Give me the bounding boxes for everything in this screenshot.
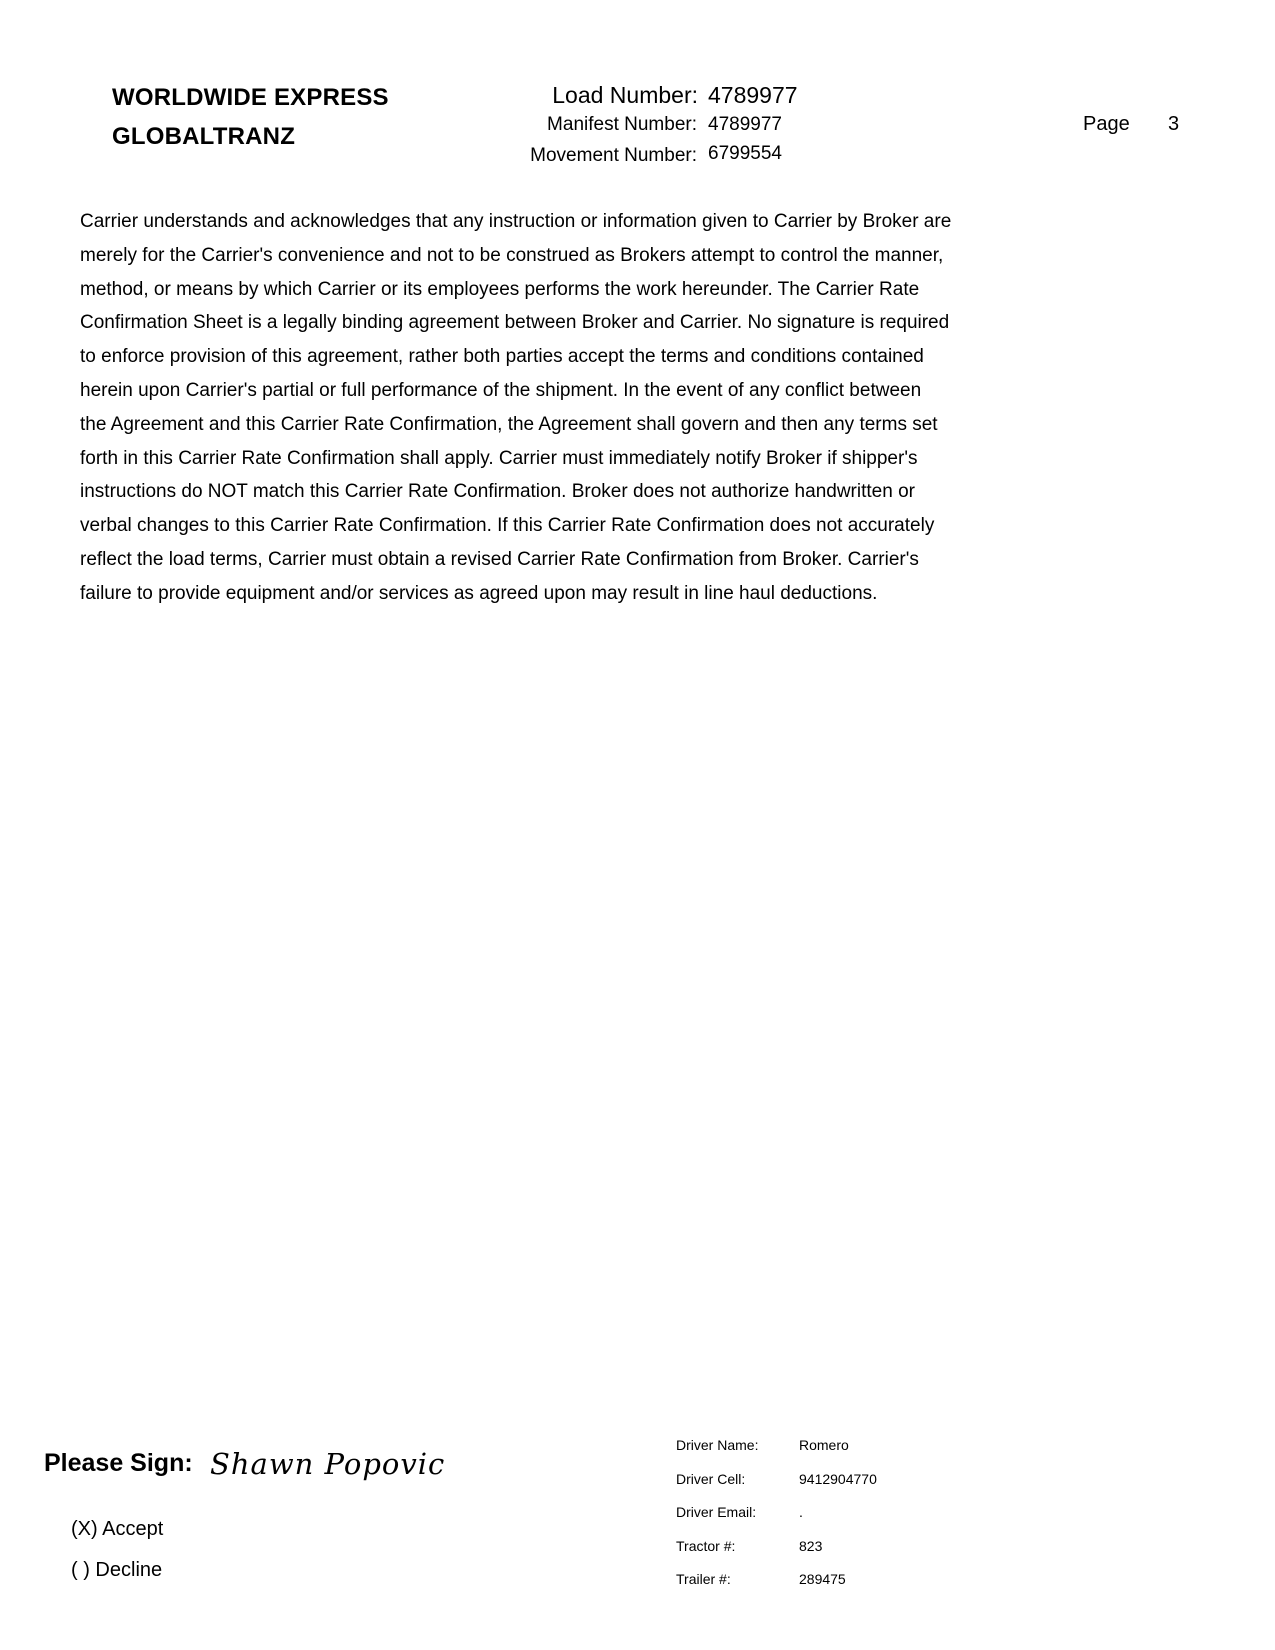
terms-line: verbal changes to this Carrier Rate Confirmation. If this Carrier Rate Confirmation does not accurately: [80, 515, 935, 537]
load-number-value: 4789977: [708, 82, 798, 108]
movement-number-label: Movement Number:: [530, 145, 697, 166]
driver-name-value: Romero: [799, 1437, 849, 1453]
accept-option[interactable]: (X) Accept: [71, 1518, 164, 1540]
terms-line: the Agreement and this Carrier Rate Confirmation, the Agreement shall govern and then any terms set: [80, 413, 938, 435]
terms-line: Carrier understands and acknowledges that any instruction or information given to Carrier by Broker are: [80, 211, 952, 232]
terms-paragraph: [80, 205, 1190, 611]
terms-line: herein upon Carrier's partial or full performance of the shipment. In the event of any conflict between: [80, 379, 922, 401]
page-label: Page: [1083, 113, 1130, 135]
terms-line: merely for the Carrier's convenience and not to be construed as Brokers attempt to control the manner,: [80, 244, 944, 266]
page-number: 3: [1168, 113, 1180, 135]
terms-line: Confirmation Sheet is a legally binding agreement between Broker and Carrier. No signature is required: [80, 312, 950, 334]
manifest-number-value: 4789977: [708, 114, 782, 135]
terms-line: failure to provide equipment and/or services as agreed upon may result in line haul deductions.: [80, 582, 878, 604]
please-sign-label: Please Sign:: [44, 1449, 193, 1477]
decline-option[interactable]: ( ) Decline: [71, 1559, 163, 1581]
driver-name-label: Driver Name:: [676, 1437, 759, 1453]
load-number-label: Load Number:: [552, 82, 698, 108]
tractor-label: Tractor #:: [676, 1538, 736, 1554]
trailer-label: Trailer #:: [676, 1571, 731, 1587]
terms-line: instructions do NOT match this Carrier Rate Confirmation. Broker does not authorize handwritten or: [80, 481, 915, 503]
trailer-value: 289475: [799, 1571, 846, 1587]
company-name-line2: GLOBALTRANZ: [112, 123, 296, 150]
driver-email-value: .: [799, 1504, 803, 1520]
terms-line: reflect the load terms, Carrier must obtain a revised Carrier Rate Confirmation from Broker. Carrier's: [80, 548, 919, 570]
movement-number-value: 6799554: [708, 143, 782, 164]
company-name-line1: WORLDWIDE EXPRESS: [112, 84, 389, 111]
signature-name: Shawn Popovic: [210, 1447, 446, 1481]
terms-line: to enforce provision of this agreement, rather both parties accept the terms and conditions contained: [80, 346, 924, 368]
terms-line: forth in this Carrier Rate Confirmation shall apply. Carrier must immediately notify Broker if shipper's: [80, 447, 918, 469]
driver-cell-value: 9412904770: [799, 1471, 877, 1487]
tractor-value: 823: [799, 1538, 823, 1554]
driver-cell-label: Driver Cell:: [676, 1471, 746, 1487]
driver-email-label: Driver Email:: [676, 1504, 757, 1520]
manifest-number-label: Manifest Number:: [547, 114, 697, 135]
terms-line: method, or means by which Carrier or its employees performs the work hereunder. The Carrier Rate: [80, 278, 920, 300]
